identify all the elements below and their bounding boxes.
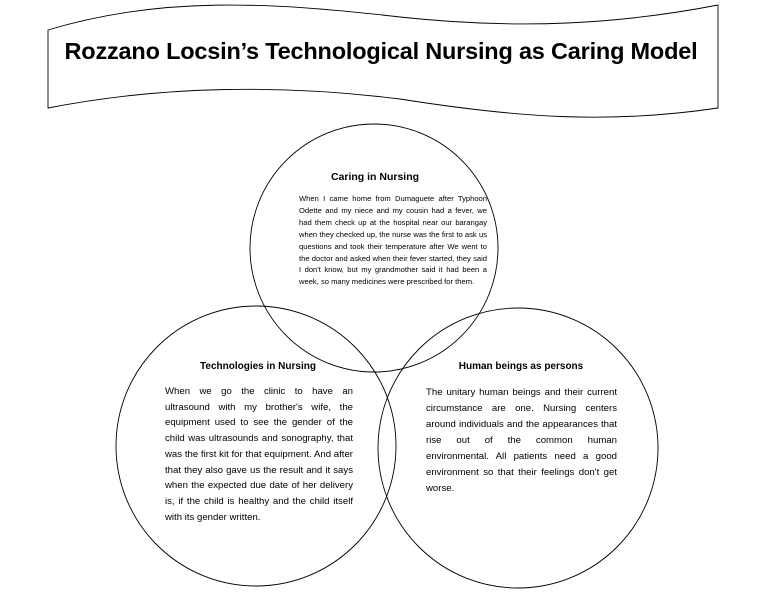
human-beings-as-persons-heading: Human beings as persons [458,361,584,372]
caring-in-nursing-heading: Caring in Nursing [330,171,420,183]
technologies-in-nursing-heading: Technologies in Nursing [200,361,316,372]
human-beings-as-persons-text: The unitary human beings and their current circumstance are one. Nursing centers around individuals and the appearances that rise out of the common human environmental. All patients need a good environment so that their feelings don't get worse. [426,387,617,494]
diagram-title: Rozzano Locsin’s Technological Nursing as Caring Model [64,38,698,64]
technologies-in-nursing-text: When we go the clinic to have an ultrasound with my brother's wife, the equipment used to see the gender of the child was ultrasounds and sonography, that was the first kit for that equipment. And after that they also gave us the result and it says when the expected due date of her delivery is, if the child is healthy and the child itself with its gender written. [165,386,353,523]
caring-in-nursing-text: When I came home from Dumaguete after Typhoon Odette and my niece and my cousin had a fever, we had them check up at the hospital near our barangay when they checked up, the nurse was the first to ask us questions and took their temperature after We went to the doctor and asked when their fever started, they said I don't know, but my grandmother said it had been a week, so many medicines were prescribed for them. [299,194,487,287]
